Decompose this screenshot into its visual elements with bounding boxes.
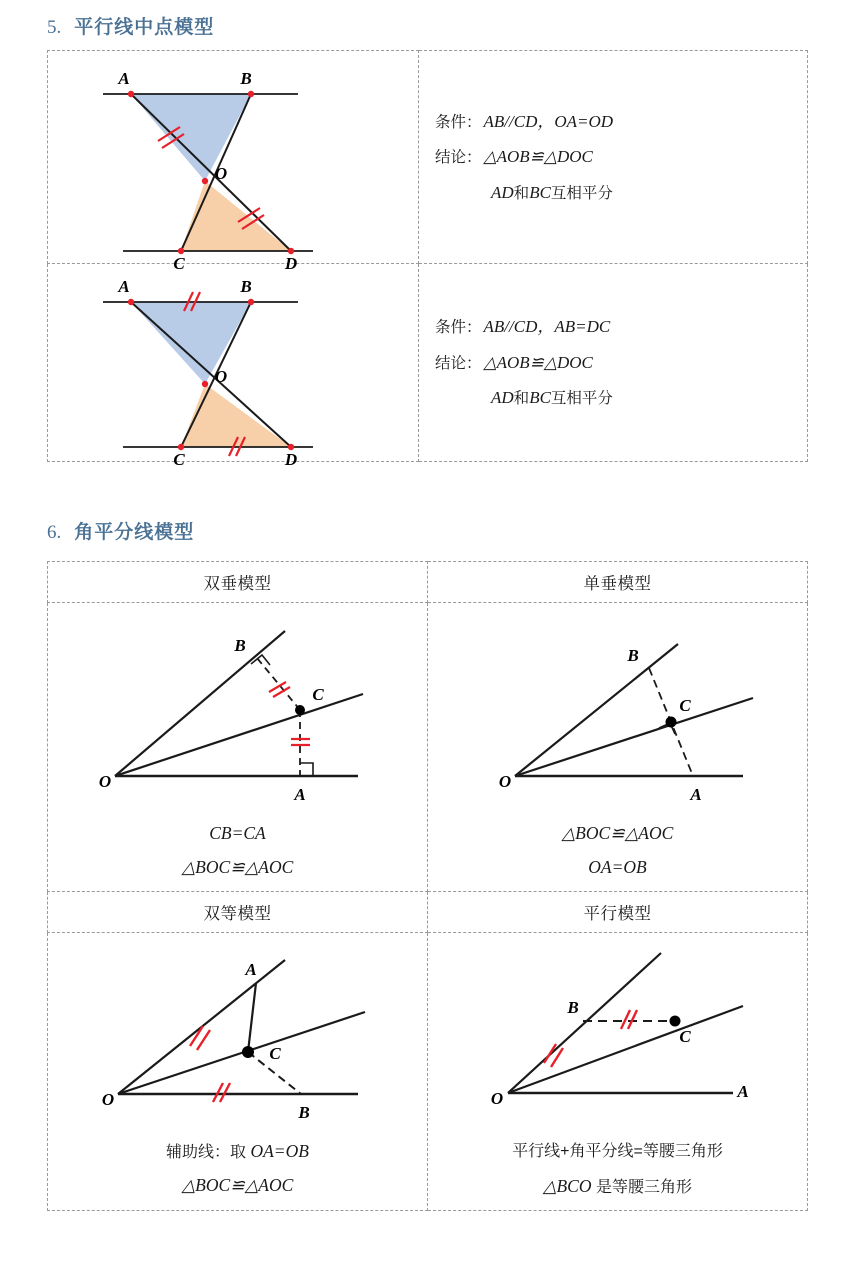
label-c: C	[173, 450, 185, 469]
point-c	[669, 1016, 680, 1027]
extra-cn-2: 互相平分	[550, 184, 613, 202]
section-5-heading	[47, 12, 214, 39]
conditions-block-1	[419, 87, 807, 228]
figure-parallel-model	[428, 933, 807, 1125]
condition-value: AB//CD，OA=OD	[483, 111, 614, 131]
caption-single-perp-2: OA=OB	[588, 857, 647, 877]
section-6-heading	[47, 517, 194, 544]
extra-math-1: AD	[491, 388, 514, 408]
label-o: O	[498, 772, 511, 791]
header-single-perpendicular: 单垂模型	[428, 562, 808, 603]
condition-line-2	[435, 318, 807, 336]
section-5-table	[47, 50, 808, 469]
extra-cn-2: 互相平分	[550, 390, 613, 408]
point-c	[665, 717, 676, 728]
extra-math-2: BC	[529, 388, 551, 408]
conditions-block-2	[419, 292, 807, 433]
table-row	[48, 264, 808, 462]
label-c: C	[678, 696, 691, 715]
label-c: C	[173, 254, 185, 273]
section-5-title: 平行线中点模型	[74, 17, 215, 38]
table-row	[48, 603, 808, 892]
label-o: O	[98, 772, 111, 791]
conclusion-line-2	[435, 354, 807, 372]
label-c: C	[311, 685, 324, 704]
point-b	[248, 299, 254, 305]
label-o: O	[490, 1089, 503, 1108]
text-cell-2	[419, 264, 808, 462]
section-6-title: 角平分线模型	[74, 522, 195, 543]
svg-parallel-model	[453, 941, 783, 1121]
label-o: O	[101, 1090, 114, 1109]
figure-parallel-midpoint-diagonal-ticks	[48, 51, 418, 273]
caption-prefix: 平行线+角平分线=等腰三角形	[512, 1143, 723, 1160]
section-5-number: 5.	[47, 17, 62, 38]
label-b: B	[240, 277, 252, 296]
ray-o-middle	[115, 694, 363, 776]
figure-double-perpendicular	[48, 603, 427, 810]
conclusion-extra-line-1	[435, 184, 807, 202]
tick-marks-ca	[291, 739, 310, 745]
label-a: A	[118, 277, 130, 296]
caption-parallel-1	[428, 1138, 807, 1161]
point-b	[248, 91, 254, 97]
label-b: B	[297, 1103, 310, 1122]
label-d: D	[284, 450, 298, 469]
label-a: A	[736, 1082, 749, 1101]
label-b: B	[240, 69, 252, 88]
conclusion-label: 结论：	[435, 354, 482, 372]
label-a: A	[293, 785, 306, 804]
svg-single-perpendicular	[453, 611, 783, 806]
caption-double-perp-1: CB=CA	[209, 823, 266, 843]
svg-parallel-midpoint-1	[83, 59, 383, 273]
label-b: B	[626, 646, 639, 665]
header-double-perpendicular: 双垂模型	[48, 562, 428, 603]
ray-o-upper	[515, 644, 678, 776]
point-o	[202, 381, 208, 387]
caption-prefix: 辅助线：取	[166, 1144, 251, 1161]
section-6-number: 6.	[47, 522, 62, 543]
table-row	[48, 51, 808, 264]
figure-cell-parallel-midpoint-1	[48, 51, 419, 273]
svg-parallel-midpoint-2	[83, 272, 383, 469]
label-a: A	[244, 960, 257, 979]
svg-double-equal	[73, 942, 403, 1122]
triangle-cod-fill	[181, 384, 291, 447]
label-o: O	[214, 164, 228, 183]
segment-ac	[248, 983, 256, 1052]
label-a: A	[118, 69, 130, 88]
label-b: B	[233, 636, 246, 655]
table-row	[48, 892, 808, 933]
extra-cn-1: 和	[513, 184, 530, 202]
caption-math: △BCO	[543, 1176, 592, 1196]
condition-line-1	[435, 113, 807, 131]
cell-double-perpendicular	[48, 603, 428, 892]
conclusion-value: △AOB≌△DOC	[483, 352, 593, 372]
condition-label: 条件：	[435, 319, 482, 337]
svg-double-perpendicular	[73, 611, 403, 806]
label-c: C	[678, 1027, 691, 1046]
conclusion-label: 结论：	[435, 149, 482, 167]
figure-parallel-midpoint-base-ticks	[48, 264, 418, 469]
cell-single-perpendicular	[428, 603, 808, 892]
point-a	[128, 299, 134, 305]
caption-double-perp-2: △BOC≌△AOC	[181, 857, 294, 877]
extra-math-1: AD	[491, 182, 514, 202]
tick-marks-ob	[544, 1044, 563, 1067]
header-double-equal: 双等模型	[48, 892, 428, 933]
ray-o-upper	[115, 631, 285, 776]
cell-parallel-model	[428, 933, 808, 1211]
label-b: B	[566, 998, 579, 1017]
caption-suffix: 是等腰三角形	[591, 1179, 692, 1196]
label-c: C	[268, 1044, 281, 1063]
dashed-segment-cb	[257, 658, 300, 710]
caption-double-equal-2: △BOC≌△AOC	[181, 1175, 294, 1195]
ray-o-middle	[118, 1012, 365, 1094]
label-a: A	[689, 785, 702, 804]
point-c	[295, 705, 305, 715]
tick-marks-bc	[621, 1010, 637, 1029]
triangle-aob-fill	[131, 94, 251, 181]
conclusion-extra-line-2	[435, 389, 807, 407]
caption-parallel-2	[428, 1174, 807, 1197]
point-o	[202, 178, 208, 184]
header-parallel-model: 平行模型	[428, 892, 808, 933]
text-cell-1	[419, 51, 808, 264]
extra-cn-1: 和	[513, 390, 530, 408]
point-a	[128, 91, 134, 97]
right-angle-mark-a	[300, 763, 313, 776]
triangle-aob-fill	[131, 302, 251, 384]
table-row	[48, 933, 808, 1211]
figure-double-equal	[48, 934, 427, 1126]
table-row	[48, 562, 808, 603]
figure-cell-parallel-midpoint-2	[48, 264, 419, 469]
condition-value: AB//CD，AB=DC	[483, 317, 611, 337]
tick-marks-oa	[190, 1026, 210, 1050]
caption-single-perp-1: △BOC≌△AOC	[561, 823, 674, 843]
conclusion-value: △AOB≌△DOC	[483, 147, 593, 167]
caption-math: OA=OB	[250, 1141, 309, 1161]
ray-o-upper	[508, 953, 661, 1093]
condition-label: 条件：	[435, 113, 482, 131]
tick-marks-ob	[213, 1083, 230, 1102]
tick-marks-cb	[269, 682, 290, 697]
extra-math-2: BC	[529, 182, 551, 202]
conclusion-line-1	[435, 148, 807, 166]
figure-single-perpendicular	[428, 603, 807, 810]
section-6-table	[47, 561, 808, 1211]
caption-double-equal-1	[48, 1139, 427, 1162]
point-c	[242, 1046, 254, 1058]
label-o: O	[214, 367, 228, 386]
cell-double-equal	[48, 933, 428, 1211]
ray-o-middle	[515, 698, 753, 776]
label-d: D	[284, 254, 298, 273]
